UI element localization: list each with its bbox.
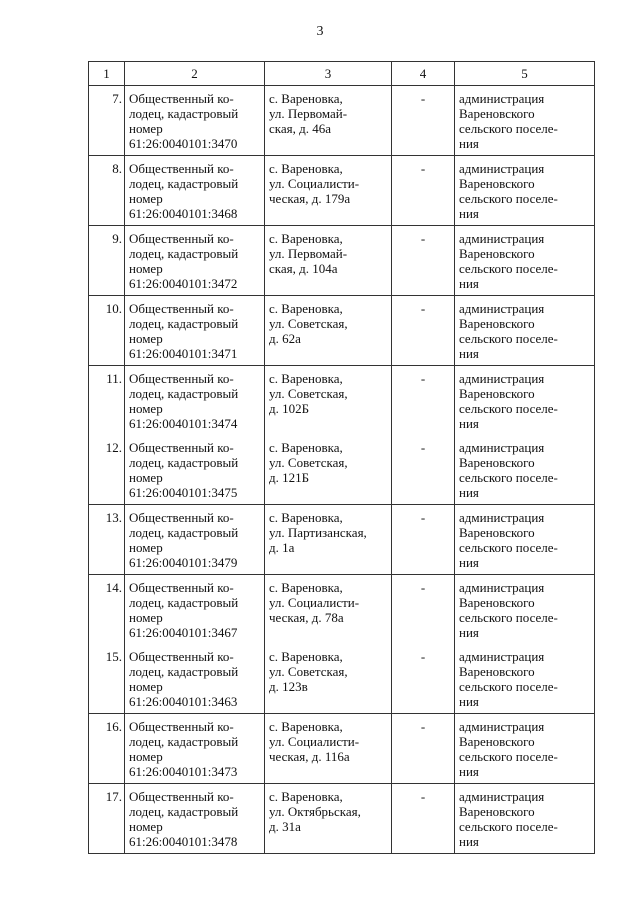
cell-line: Вареновского [459,804,535,819]
cell-line: с. Вареновка, [269,91,343,106]
owner-cell [455,226,595,296]
registry-table [88,61,595,854]
col4-cell: - [392,644,455,714]
cell-line: Общественный ко- [129,440,234,455]
cell-line: сельского поселе- [459,121,558,136]
cell-line: ская, д. 104а [269,261,338,276]
object-name-cell [125,714,265,784]
cell-line: ская, д. 46а [269,121,332,136]
address-cell [265,366,392,436]
object-name-cell [125,296,265,366]
table-row [89,296,595,366]
cell-line: 61:26:0040101:3478 [129,834,238,849]
cell-line: Вареновского [459,246,535,261]
cell-line: ул. Октябрьская, [269,804,361,819]
owner-cell [455,505,595,575]
cell-line: 61:26:0040101:3474 [129,416,238,431]
cell-line: с. Вареновка, [269,649,343,664]
address-cell [265,784,392,854]
cell-line: ул. Социалисти- [269,595,360,610]
cell-line: Вареновского [459,595,535,610]
cell-line: д. 1а [269,540,295,555]
cell-line: ния [459,834,479,849]
row-number: 13. [89,505,125,575]
address-cell [265,644,392,714]
cell-line: администрация [459,371,545,386]
cell-line: с. Вареновка, [269,371,343,386]
cell-line: ния [459,346,479,361]
address-cell [265,714,392,784]
cell-line: ния [459,625,479,640]
col4-cell: - [392,226,455,296]
cell-line: с. Вареновка, [269,301,343,316]
cell-line: администрация [459,789,545,804]
cell-line: д. 62а [269,331,301,346]
col4-cell: - [392,505,455,575]
header-col-2: 2 [125,62,265,86]
cell-line: Вареновского [459,386,535,401]
cell-line: лодец, кадастровый [129,664,239,679]
row-number: 10. [89,296,125,366]
cell-line: ул. Партизанская, [269,525,367,540]
owner-cell [455,714,595,784]
cell-line: Общественный ко- [129,371,234,386]
cell-line: 61:26:0040101:3467 [129,625,238,640]
col4-cell: - [392,784,455,854]
cell-line: Общественный ко- [129,649,234,664]
object-name-cell [125,505,265,575]
cell-line: сельского поселе- [459,261,558,276]
cell-line: Вареновского [459,176,535,191]
cell-line: ния [459,276,479,291]
header-col-4: 4 [392,62,455,86]
address-cell [265,156,392,226]
cell-line: ческая, д. 179а [269,191,351,206]
table-row [89,575,595,645]
address-cell [265,86,392,156]
cell-line: ул. Социалисти- [269,176,360,191]
cell-line: сельского поселе- [459,819,558,834]
row-number: 11. [89,366,125,436]
col4-cell: - [392,714,455,784]
object-name-cell [125,644,265,714]
row-number: 14. [89,575,125,645]
cell-line: администрация [459,440,545,455]
row-number: 7. [89,86,125,156]
owner-cell [455,784,595,854]
cell-line: с. Вареновка, [269,231,343,246]
cell-line: администрация [459,719,545,734]
cell-line: 61:26:0040101:3470 [129,136,238,151]
cell-line: лодец, кадастровый [129,455,239,470]
cell-line: администрация [459,510,545,525]
header-col-3: 3 [265,62,392,86]
address-cell [265,226,392,296]
owner-cell [455,575,595,645]
cell-line: сельского поселе- [459,401,558,416]
owner-cell [455,86,595,156]
table-row [89,644,595,714]
header-col-1: 1 [89,62,125,86]
cell-line: номер [129,401,163,416]
col4-cell: - [392,575,455,645]
cell-line: Вареновского [459,734,535,749]
address-cell [265,296,392,366]
cell-line: 61:26:0040101:3471 [129,346,238,361]
cell-line: ния [459,136,479,151]
cell-line: с. Вареновка, [269,789,343,804]
cell-line: администрация [459,91,545,106]
cell-line: сельского поселе- [459,470,558,485]
cell-line: Вареновского [459,664,535,679]
col4-cell: - [392,156,455,226]
cell-line: ул. Советская, [269,664,348,679]
cell-line: сельского поселе- [459,679,558,694]
cell-line: номер [129,610,163,625]
cell-line: Вареновского [459,455,535,470]
cell-line: Вареновского [459,106,535,121]
cell-line: 61:26:0040101:3475 [129,485,238,500]
cell-line: 61:26:0040101:3468 [129,206,238,221]
cell-line: Общественный ко- [129,510,234,525]
cell-line: ул. Советская, [269,316,348,331]
object-name-cell [125,156,265,226]
table-row [89,435,595,505]
cell-line: Общественный ко- [129,789,234,804]
cell-line: номер [129,121,163,136]
cell-line: ния [459,764,479,779]
cell-line: ул. Советская, [269,386,348,401]
page-number: 3 [316,24,324,39]
cell-line: 61:26:0040101:3472 [129,276,238,291]
cell-line: администрация [459,301,545,316]
cell-line: сельского поселе- [459,191,558,206]
row-number: 9. [89,226,125,296]
row-number: 12. [89,435,125,505]
address-cell [265,505,392,575]
cell-line: ул. Социалисти- [269,734,360,749]
header-col-5: 5 [455,62,595,86]
cell-line: номер [129,261,163,276]
cell-line: с. Вареновка, [269,161,343,176]
cell-line: Вареновского [459,316,535,331]
row-number: 15. [89,644,125,714]
row-number: 17. [89,784,125,854]
col4-cell: - [392,296,455,366]
owner-cell [455,366,595,436]
table-row [89,226,595,296]
cell-line: Общественный ко- [129,301,234,316]
cell-line: номер [129,819,163,834]
cell-line: ул. Советская, [269,455,348,470]
row-number: 16. [89,714,125,784]
col4-cell: - [392,435,455,505]
cell-line: администрация [459,649,545,664]
cell-line: с. Вареновка, [269,440,343,455]
cell-line: Вареновского [459,525,535,540]
cell-line: ческая, д. 116а [269,749,350,764]
cell-line: ния [459,555,479,570]
cell-line: ния [459,416,479,431]
cell-line: номер [129,679,163,694]
table-row [89,784,595,854]
cell-line: с. Вареновка, [269,719,343,734]
cell-line: администрация [459,231,545,246]
object-name-cell [125,226,265,296]
col4-cell: - [392,86,455,156]
cell-line: лодец, кадастровый [129,734,239,749]
owner-cell [455,296,595,366]
cell-line: д. 31а [269,819,301,834]
cell-line: Общественный ко- [129,161,234,176]
cell-line: сельского поселе- [459,331,558,346]
cell-line: ния [459,206,479,221]
cell-line: лодец, кадастровый [129,386,239,401]
object-name-cell [125,86,265,156]
table-row [89,505,595,575]
object-name-cell [125,366,265,436]
cell-line: лодец, кадастровый [129,804,239,819]
cell-line: администрация [459,580,545,595]
object-name-cell [125,575,265,645]
cell-line: администрация [459,161,545,176]
cell-line: лодец, кадастровый [129,316,239,331]
table-row [89,366,595,436]
cell-line: лодец, кадастровый [129,525,239,540]
table-row [89,86,595,156]
owner-cell [455,435,595,505]
cell-line: Общественный ко- [129,580,234,595]
cell-line: 61:26:0040101:3473 [129,764,238,779]
cell-line: сельского поселе- [459,610,558,625]
owner-cell [455,156,595,226]
cell-line: лодец, кадастровый [129,106,239,121]
object-name-cell [125,435,265,505]
cell-line: номер [129,331,163,346]
address-cell [265,575,392,645]
cell-line: д. 102Б [269,401,310,416]
row-number: 8. [89,156,125,226]
table-row [89,156,595,226]
cell-line: номер [129,191,163,206]
header-row [89,62,595,86]
cell-line: номер [129,470,163,485]
cell-line: с. Вареновка, [269,510,343,525]
table-row [89,714,595,784]
cell-line: ческая, д. 78а [269,610,344,625]
cell-line: д. 123в [269,679,308,694]
cell-line: лодец, кадастровый [129,176,239,191]
cell-line: сельского поселе- [459,540,558,555]
cell-line: с. Вареновка, [269,580,343,595]
cell-line: Общественный ко- [129,231,234,246]
cell-line: номер [129,540,163,555]
cell-line: 61:26:0040101:3463 [129,694,238,709]
cell-line: д. 121Б [269,470,310,485]
cell-line: ния [459,694,479,709]
cell-line: лодец, кадастровый [129,595,239,610]
cell-line: ния [459,485,479,500]
owner-cell [455,644,595,714]
address-cell [265,435,392,505]
cell-line: 61:26:0040101:3479 [129,555,238,570]
cell-line: ул. Первомай- [269,246,348,261]
col4-cell: - [392,366,455,436]
cell-line: лодец, кадастровый [129,246,239,261]
object-name-cell [125,784,265,854]
cell-line: ул. Первомай- [269,106,348,121]
cell-line: сельского поселе- [459,749,558,764]
cell-line: Общественный ко- [129,91,234,106]
cell-line: Общественный ко- [129,719,234,734]
cell-line: номер [129,749,163,764]
